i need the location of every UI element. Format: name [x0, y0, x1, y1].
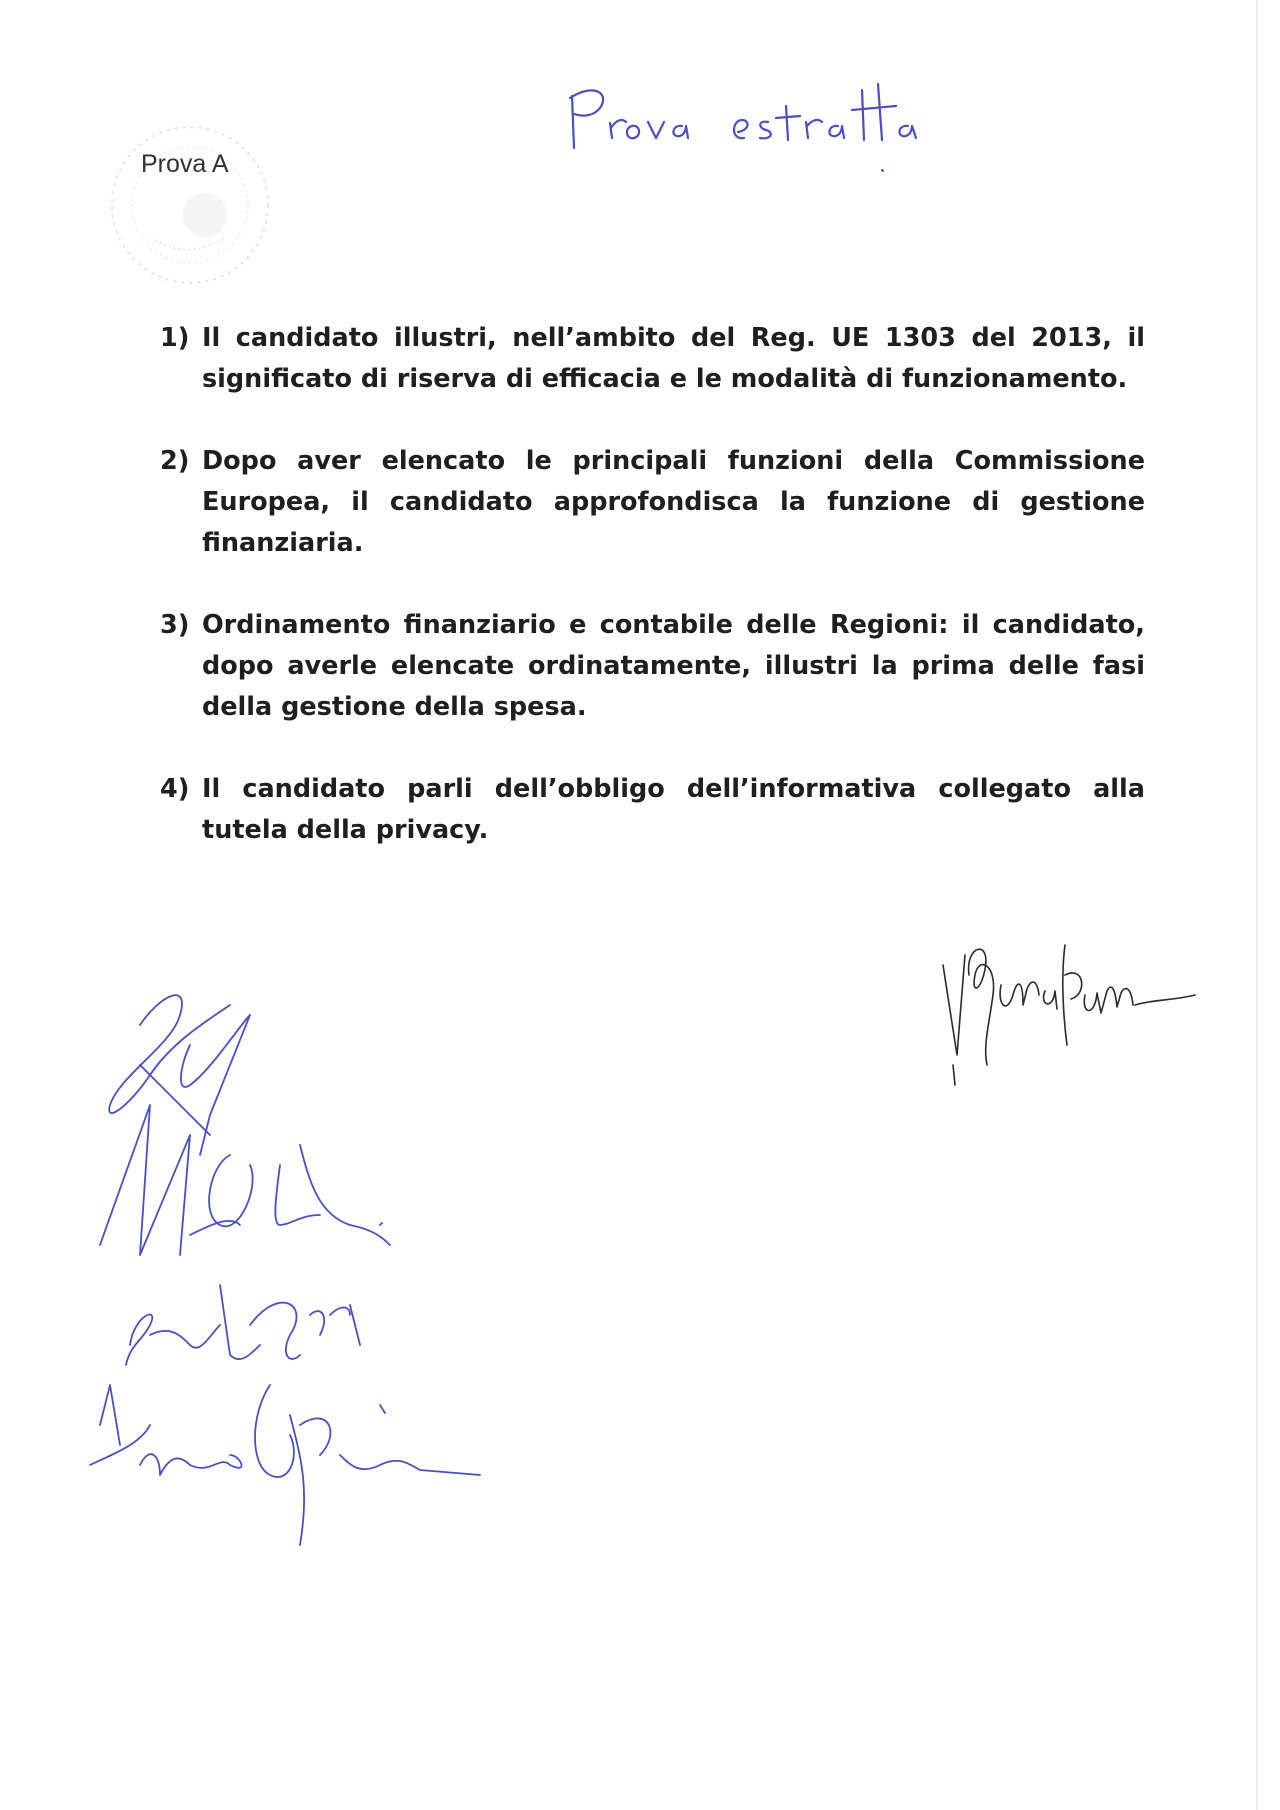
- question-text: Il candidato parli dell’obbligo dell’informativa collegato alla tutela della privacy.: [202, 774, 1145, 845]
- question-item-4: [160, 769, 1145, 851]
- question-text: Ordinamento finanziario e contabile delle Regioni: il candidato, dopo averle elencate ordinatamente, illustri la prima delle fasi della gestione della spesa.: [202, 610, 1145, 722]
- question-number: 1): [160, 323, 190, 353]
- question-number: 4): [160, 774, 190, 804]
- question-item-3: [160, 605, 1145, 728]
- question-number: 2): [160, 446, 190, 476]
- signature-right: [935, 935, 1205, 1105]
- signatures-left: [80, 985, 500, 1565]
- question-list: [160, 318, 1145, 892]
- exam-title: Prova A: [141, 150, 229, 178]
- scan-edge-line: [1256, 0, 1258, 1810]
- official-stamp-icon: [95, 110, 285, 300]
- handwritten-note-prova-estratta: [560, 78, 960, 188]
- question-item-1: [160, 318, 1145, 400]
- question-number: 3): [160, 610, 190, 640]
- question-item-2: [160, 441, 1145, 564]
- question-text: Dopo aver elencato le principali funzioni della Commissione Europea, il candidato approfondisca la funzione di gestione finanziaria.: [202, 446, 1145, 558]
- question-text: Il candidato illustri, nell’ambito del Reg. UE 1303 del 2013, il significato di riserva di efficacia e le modalità di funzionamento.: [202, 323, 1145, 394]
